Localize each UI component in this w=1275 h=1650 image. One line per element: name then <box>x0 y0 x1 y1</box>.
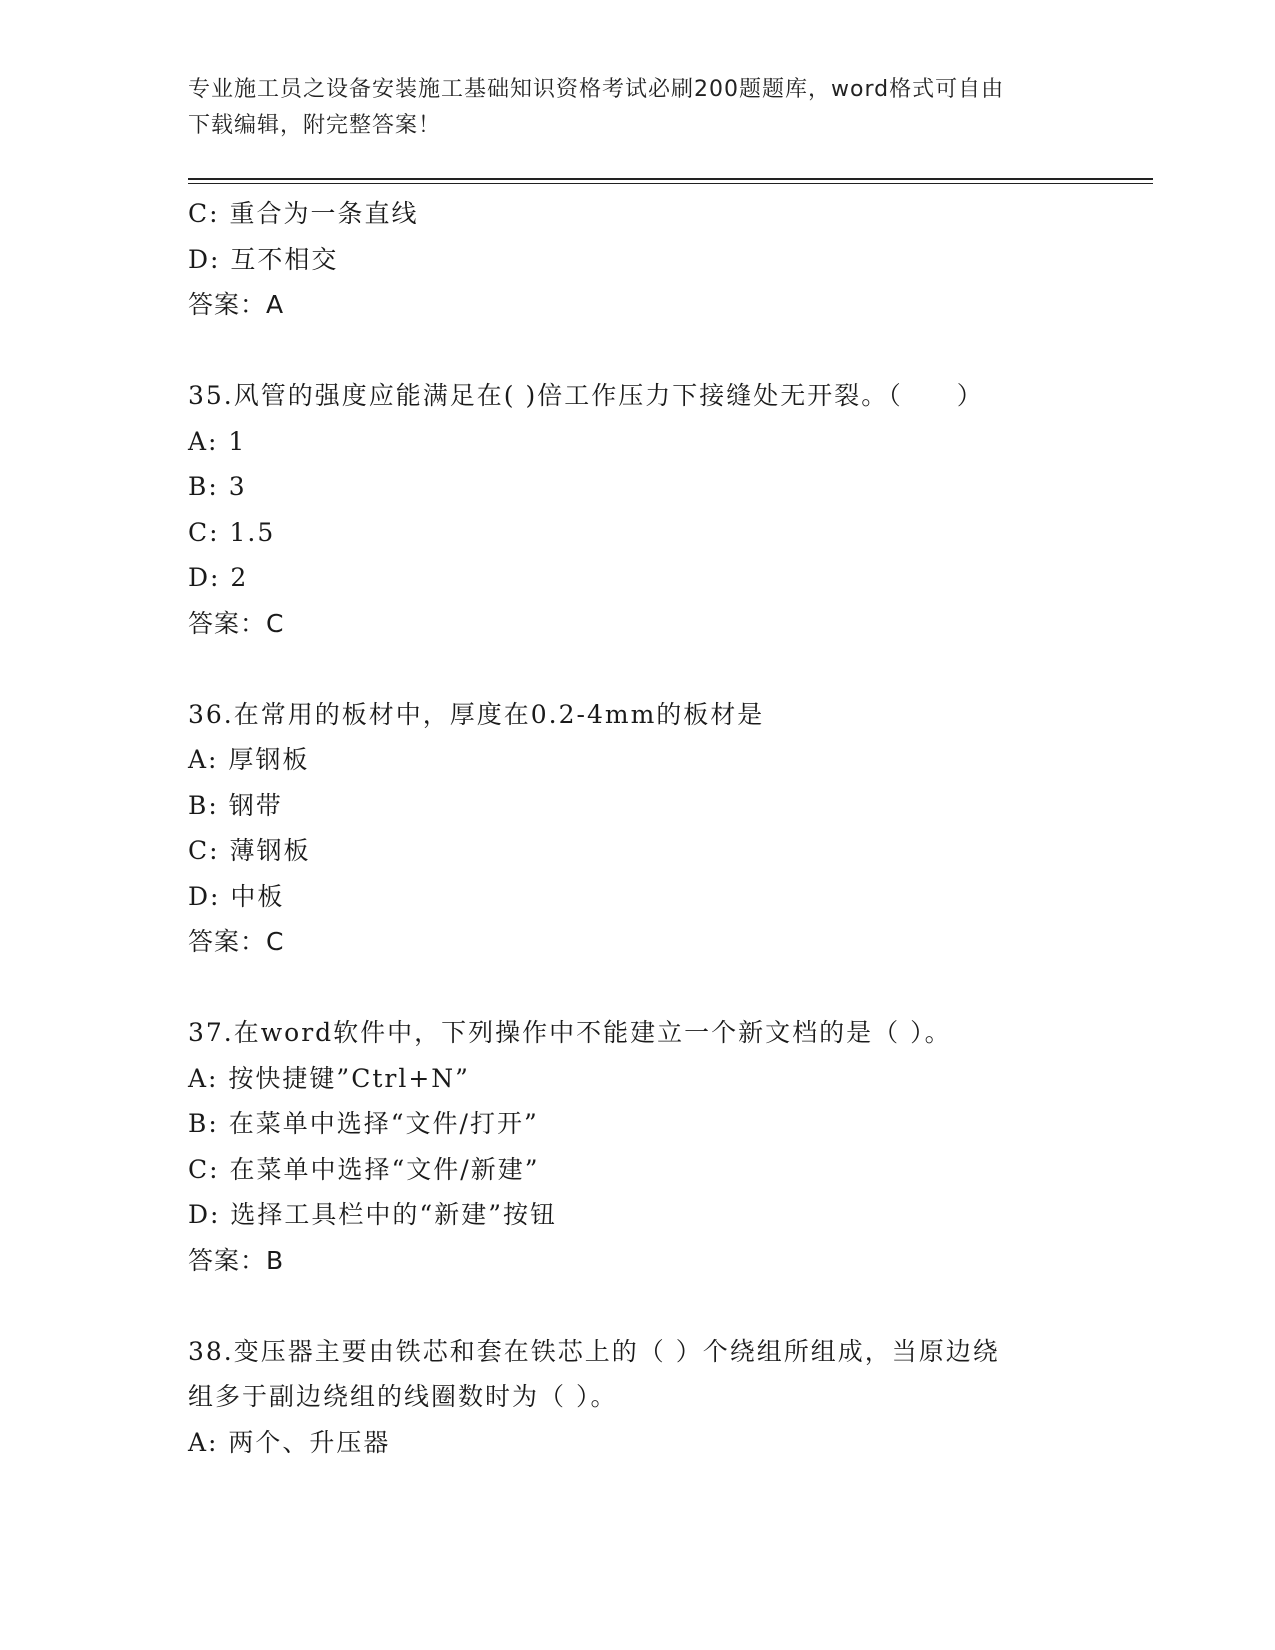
answer-line: 答案：C <box>188 608 285 638</box>
option-b: B: 钢带 <box>188 790 283 820</box>
question-stem: 36.在常用的板材中，厚度在0.2-4mm的板材是 <box>188 699 765 729</box>
option-d: D: 中板 <box>188 881 285 911</box>
answer-line: 答案：C <box>188 927 285 956</box>
question-stem: 35.风管的强度应能满足在( )倍工作压力下接缝处无开裂。（ ） <box>188 381 984 410</box>
header-line-1: 专业施工员之设备安装施工基础知识资格考试必刷200题题库，word格式可自由 <box>188 77 1005 102</box>
header-rule-thick <box>188 178 1153 180</box>
document-body <box>188 191 1088 1465</box>
option-a: A: 1 <box>188 426 247 456</box>
option-a: A: 两个、升压器 <box>188 1427 391 1457</box>
question-spacer <box>188 1283 1088 1329</box>
question-spacer <box>188 965 1088 1011</box>
question-37 <box>188 1010 1088 1283</box>
option-d: D: 选择工具栏中的“新建”按钮 <box>188 1200 557 1229</box>
header-line-2: 下载编辑，附完整答案！ <box>188 113 442 138</box>
question-stem-line-1: 38.变压器主要由铁芯和套在铁芯上的（ ）个绕组所组成，当原边绕 <box>188 1336 1000 1366</box>
question-spacer <box>188 328 1088 374</box>
answer-line: 答案：A <box>188 290 285 319</box>
question-35 <box>188 373 1088 646</box>
option-a: A: 厚钢板 <box>188 745 310 774</box>
question-stem: 37.在word软件中，下列操作中不能建立一个新文档的是（ ）。 <box>188 1018 952 1047</box>
option-c: C: 在菜单中选择“文件/新建” <box>188 1154 540 1184</box>
question-stem-line-2: 组多于副边绕组的线圈数时为（ ）。 <box>188 1382 618 1411</box>
question-36 <box>188 692 1088 965</box>
header-rule-thin <box>188 183 1153 184</box>
document-header <box>188 72 1068 144</box>
option-c: C: 1.5 <box>188 517 276 547</box>
option-d: D: 互不相交 <box>188 244 339 274</box>
answer-line: 答案：B <box>188 1245 285 1275</box>
option-b: B: 在菜单中选择“文件/打开” <box>188 1109 539 1138</box>
question-spacer <box>188 646 1088 692</box>
previous-question-tail <box>188 191 1088 328</box>
option-a: A: 按快捷键”Ctrl+N” <box>188 1063 470 1093</box>
question-38 <box>188 1329 1088 1466</box>
option-c: C: 重合为一条直线 <box>188 199 419 228</box>
option-c: C: 薄钢板 <box>188 836 311 865</box>
option-d: D: 2 <box>188 563 249 592</box>
option-b: B: 3 <box>188 472 247 501</box>
